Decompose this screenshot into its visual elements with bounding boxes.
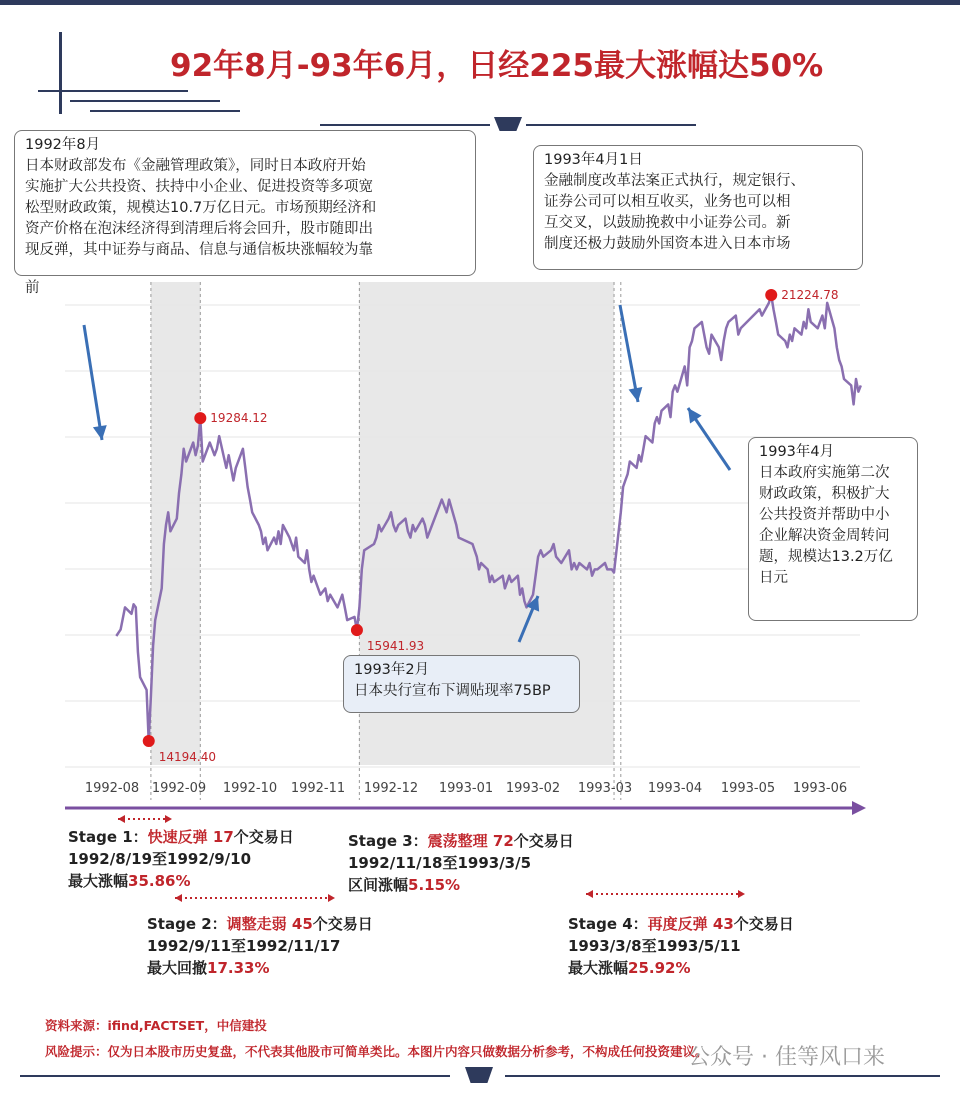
stage-2-range-head xyxy=(175,894,182,902)
annotation-line: 现反弹，其中证券与商品、信息与通信板块涨幅较为靠 xyxy=(25,242,373,258)
annotation-line: 制度还极力鼓励外国资本进入日本市场 xyxy=(544,236,791,252)
blue-arrow-head xyxy=(688,408,702,424)
annotation-line: 前 xyxy=(25,280,40,296)
stage-metric: 区间涨幅 xyxy=(348,876,409,894)
stage-metric: 最大涨幅 xyxy=(68,872,129,890)
data-point-marker xyxy=(765,289,777,301)
blue-arrow xyxy=(620,305,638,402)
x-tick-label: 1992-09 xyxy=(151,781,207,796)
stage-label: Stage 4： xyxy=(568,915,648,933)
stage-days: 个交易日 xyxy=(233,828,294,846)
annotation-line: 日元 xyxy=(759,570,788,586)
timeline-arrowhead xyxy=(852,801,866,815)
stage-range: 1993/3/8至1993/5/11 xyxy=(568,937,741,955)
annotation-line: 日本财政部发布《金融管理政策》，同时日本政府开始 xyxy=(25,158,366,174)
annotation-line: 资产价格在泡沫经济得到清理后将会回升，股市随即出 xyxy=(25,221,373,237)
divider xyxy=(505,1075,940,1077)
annotation-line: 证券公司可以相互收买，业务也可以相 xyxy=(544,194,791,210)
source-note: 资料来源：ifind,FACTSET，中信建投 xyxy=(45,1018,267,1033)
stage-metric: 最大回撤 xyxy=(147,959,208,977)
annotation-line: 财政政策，积极扩大 xyxy=(759,486,890,502)
stage-name: 震荡整理 72 xyxy=(427,832,514,850)
annotation-line: 互交叉，以鼓励挽救中小证券公司。新 xyxy=(544,215,791,231)
stage-label: Stage 1： xyxy=(68,828,148,846)
x-tick-label: 1992-10 xyxy=(222,781,278,796)
blue-arrow-head xyxy=(629,387,643,402)
stage-name: 再度反弹 43 xyxy=(647,915,734,933)
stage-4-range-head xyxy=(586,890,593,898)
stage-name: 快速反弹 17 xyxy=(147,828,234,846)
blue-arrow-head xyxy=(93,425,107,440)
x-tick-label: 1993-03 xyxy=(577,781,633,796)
annotation-line: 实施扩大公共投资、扶持中小企业、促进投资等多项宽 xyxy=(25,179,373,195)
annotation-box-apr-1993 xyxy=(748,437,918,621)
divider xyxy=(20,1075,450,1077)
data-label: 21224.78 xyxy=(781,288,839,302)
annotation-date: 1993年2月 xyxy=(354,662,430,678)
stage-range: 1992/8/19至1992/9/10 xyxy=(68,850,252,868)
annotation-line: 金融制度改革法案正式执行，规定银行、 xyxy=(544,173,805,189)
stage-value: 17.33% xyxy=(207,959,270,977)
x-tick-label: 1992-11 xyxy=(290,781,346,796)
annotation-line: 日本央行宣布下调贴现率75BP xyxy=(354,683,551,699)
annotation-date: 1993年4月 xyxy=(759,444,835,460)
annotation-date: 1993年4月1日 xyxy=(544,152,643,168)
annotation-line: 企业解决资金周转问 xyxy=(759,528,890,544)
stage-4 xyxy=(568,913,794,979)
x-tick-label: 1993-05 xyxy=(720,781,776,796)
stage-days: 个交易日 xyxy=(513,832,574,850)
stage-label: Stage 2： xyxy=(147,915,227,933)
x-tick-label: 1993-06 xyxy=(792,781,848,796)
stage-value: 35.86% xyxy=(128,872,191,890)
data-point-marker xyxy=(143,735,155,747)
stage-3 xyxy=(348,830,574,896)
stage-1-range-head xyxy=(118,815,125,823)
stage-range: 1992/11/18至1993/3/5 xyxy=(348,854,532,872)
x-tick-label: 1993-04 xyxy=(647,781,703,796)
stage-name: 调整走弱 45 xyxy=(226,915,313,933)
x-tick-label: 1993-01 xyxy=(438,781,494,796)
stage-4-range-head xyxy=(738,890,745,898)
page-title: 92年8月-93年6月，日经225最大涨幅达50% xyxy=(170,48,824,84)
x-tick-label: 1993-02 xyxy=(505,781,561,796)
stage-range: 1992/9/11至1992/11/17 xyxy=(147,937,341,955)
annotation-line: 题，规模达13.2万亿 xyxy=(759,549,893,565)
x-tick-label: 1992-08 xyxy=(84,781,140,796)
stage-1-range-head xyxy=(165,815,172,823)
stage-label: Stage 3： xyxy=(348,832,428,850)
stage-2 xyxy=(147,913,373,979)
data-label: 19284.12 xyxy=(210,411,268,426)
annotation-date: 1992年8月 xyxy=(25,137,101,153)
annotation-line: 日本政府实施第二次 xyxy=(759,465,890,481)
annotation-box-apr1-1993 xyxy=(533,145,863,270)
watermark: 公众号 · 佳等风口来 xyxy=(688,1045,885,1070)
data-point-marker xyxy=(194,412,206,424)
annotation-line: 公共投资并帮助中小 xyxy=(759,507,890,523)
stage-value: 25.92% xyxy=(628,959,691,977)
data-point-marker xyxy=(351,624,363,636)
data-label: 15941.93 xyxy=(366,639,425,654)
blue-arrow xyxy=(84,325,102,440)
stage-2-range-head xyxy=(328,894,335,902)
data-label: 14194.40 xyxy=(158,750,217,764)
stage-days: 个交易日 xyxy=(312,915,373,933)
x-tick-label: 1992-12 xyxy=(363,781,419,796)
annotation-line: 松型财政政策，规模达10.7万亿日元。市场预期经济和 xyxy=(25,200,377,216)
stage-1 xyxy=(68,826,294,892)
stage-value: 5.15% xyxy=(408,876,461,894)
risk-note: 风险提示：仅为日本股市历史复盘，不代表其他股市可简单类比。本图片内容只做数据分析参考，不构成任何投资建议。 xyxy=(45,1044,708,1059)
stage-metric: 最大涨幅 xyxy=(568,959,629,977)
annotation-box-feb-1993 xyxy=(343,655,580,713)
annotation-box-aug-1992 xyxy=(14,130,476,276)
stage-days: 个交易日 xyxy=(733,915,794,933)
